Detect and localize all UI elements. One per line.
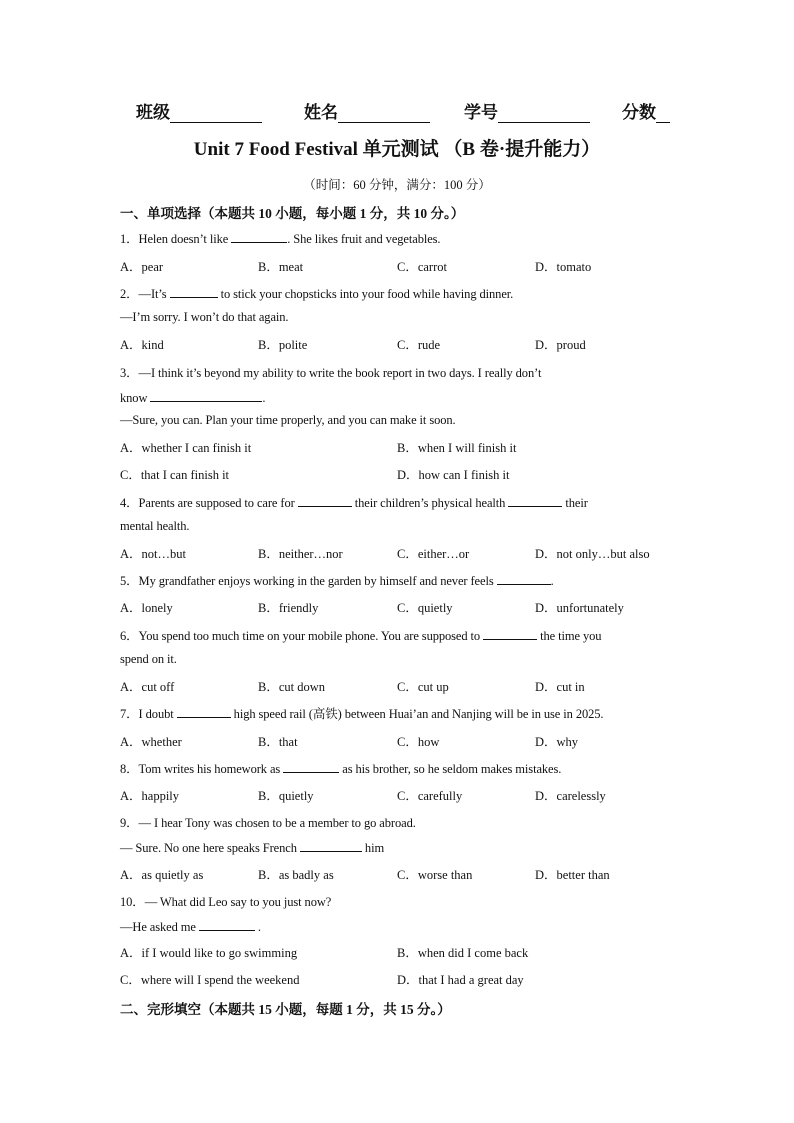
question-2-option-a[interactable]: A．kind bbox=[120, 338, 164, 352]
question-5-option-d[interactable]: D．unfortunately bbox=[535, 601, 624, 615]
question-4-line-2: mental health. bbox=[120, 519, 190, 533]
question-4-option-a[interactable]: A．not…but bbox=[120, 547, 186, 561]
student-id-label: 学号 bbox=[464, 103, 498, 122]
answer-blank bbox=[231, 230, 287, 243]
question-1-option-b[interactable]: B．meat bbox=[258, 260, 304, 274]
question-7-option-a[interactable]: A．whether bbox=[120, 735, 182, 749]
answer-blank bbox=[300, 839, 362, 852]
question-5-option-c[interactable]: C．quietly bbox=[397, 601, 453, 615]
question-2-line-1: 2．—It’s to stick your chopsticks into your food while having dinner. bbox=[120, 287, 514, 301]
question-3-option-d[interactable]: D．how can I finish it bbox=[397, 468, 510, 482]
exam-subtitle: （时间：60 分钟，满分：100 分） bbox=[303, 178, 491, 192]
question-5-option-b[interactable]: B．friendly bbox=[258, 601, 319, 615]
question-9-option-c[interactable]: C．worse than bbox=[397, 868, 473, 882]
answer-blank bbox=[150, 389, 262, 402]
score-blank[interactable] bbox=[656, 105, 670, 123]
name-field bbox=[304, 98, 430, 123]
question-2-line-2: —I’m sorry. I won’t do that again. bbox=[120, 310, 289, 324]
question-3-line-1: 3．—I think it’s beyond my ability to write the book report in two days. I really don’t bbox=[120, 366, 542, 380]
score-field bbox=[622, 98, 670, 123]
question-10-option-a[interactable]: A．if I would like to go swimming bbox=[120, 946, 298, 960]
section-heading-multiple-choice: 一、单项选择（本题共 10 小题，每小题 1 分，共 10 分。） bbox=[120, 206, 465, 221]
question-3-option-a[interactable]: A．whether I can finish it bbox=[120, 441, 252, 455]
question-6-option-a[interactable]: A．cut off bbox=[120, 680, 175, 694]
score-label: 分数 bbox=[622, 103, 656, 122]
question-2-option-b[interactable]: B．polite bbox=[258, 338, 308, 352]
question-5-option-a[interactable]: A．lonely bbox=[120, 601, 173, 615]
answer-blank bbox=[177, 705, 231, 718]
question-3-option-b[interactable]: B．when I will finish it bbox=[397, 441, 517, 455]
question-7-option-d[interactable]: D．why bbox=[535, 735, 579, 749]
question-6-line-1: 6．You spend too much time on your mobile phone. You are supposed to the time you bbox=[120, 629, 602, 643]
question-9-option-b[interactable]: B．as badly as bbox=[258, 868, 334, 882]
class-label: 班级 bbox=[136, 103, 170, 122]
name-label: 姓名 bbox=[304, 103, 338, 122]
question-10-line-1: 10．— What did Leo say to you just now? bbox=[120, 895, 332, 909]
question-3-option-c[interactable]: C．that I can finish it bbox=[120, 468, 230, 482]
question-8-option-c[interactable]: C．carefully bbox=[397, 789, 463, 803]
class-field bbox=[136, 98, 262, 123]
question-8-option-b[interactable]: B．quietly bbox=[258, 789, 314, 803]
question-1-option-c[interactable]: C．carrot bbox=[397, 260, 447, 274]
question-8-option-a[interactable]: A．happily bbox=[120, 789, 180, 803]
answer-blank bbox=[283, 760, 339, 773]
section-heading-cloze: 二、完形填空（本题共 15 小题，每题 1 分，共 15 分。） bbox=[120, 1002, 451, 1017]
answer-blank bbox=[199, 918, 255, 931]
answer-blank bbox=[508, 494, 562, 507]
question-6-option-c[interactable]: C．cut up bbox=[397, 680, 449, 694]
question-10-line-2: —He asked me . bbox=[120, 920, 261, 934]
question-1-option-d[interactable]: D．tomato bbox=[535, 260, 592, 274]
question-2-option-d[interactable]: D．proud bbox=[535, 338, 586, 352]
question-9-option-a[interactable]: A．as quietly as bbox=[120, 868, 204, 882]
question-9-option-d[interactable]: D．better than bbox=[535, 868, 610, 882]
question-10-option-d[interactable]: D．that I had a great day bbox=[397, 973, 524, 987]
answer-blank bbox=[483, 627, 537, 640]
question-1-line-1: 1．Helen doesn’t like . She likes fruit and vegetables. bbox=[120, 232, 441, 246]
exam-title: Unit 7 Food Festival 单元测试 （B 卷·提升能力） bbox=[193, 139, 601, 160]
question-8-line-1: 8．Tom writes his homework as as his brother, so he seldom makes mistakes. bbox=[120, 762, 562, 776]
student-info-row bbox=[0, 98, 794, 122]
question-7-option-b[interactable]: B．that bbox=[258, 735, 298, 749]
question-4-option-c[interactable]: C．either…or bbox=[397, 547, 470, 561]
question-6-line-2: spend on it. bbox=[120, 652, 177, 666]
student-id-field bbox=[464, 98, 590, 123]
question-3-line-2: know . bbox=[120, 391, 266, 405]
answer-blank bbox=[170, 285, 218, 298]
student-id-blank[interactable] bbox=[498, 105, 590, 123]
question-10-option-c[interactable]: C．where will I spend the weekend bbox=[120, 973, 300, 987]
question-6-option-d[interactable]: D．cut in bbox=[535, 680, 585, 694]
question-9-line-1: 9．— I hear Tony was chosen to be a member to go abroad. bbox=[120, 816, 416, 830]
question-4-line-1: 4．Parents are supposed to care for their children’s physical health their bbox=[120, 496, 588, 510]
question-4-option-d[interactable]: D．not only…but also bbox=[535, 547, 650, 561]
question-1-option-a[interactable]: A．pear bbox=[120, 260, 164, 274]
question-3-line-3: —Sure, you can. Plan your time properly, and you can make it soon. bbox=[120, 413, 456, 427]
class-blank[interactable] bbox=[170, 105, 262, 123]
question-10-option-b[interactable]: B．when did I come back bbox=[397, 946, 529, 960]
name-blank[interactable] bbox=[338, 105, 430, 123]
question-7-option-c[interactable]: C．how bbox=[397, 735, 440, 749]
question-9-line-2: — Sure. No one here speaks French him bbox=[120, 841, 385, 855]
question-2-option-c[interactable]: C．rude bbox=[397, 338, 441, 352]
question-6-option-b[interactable]: B．cut down bbox=[258, 680, 326, 694]
question-5-line-1: 5．My grandfather enjoys working in the garden by himself and never feels . bbox=[120, 574, 554, 588]
answer-blank bbox=[497, 572, 551, 585]
answer-blank bbox=[298, 494, 352, 507]
question-7-line-1: 7．I doubt high speed rail (高铁) between Huai’an and Nanjing will be in use in 2025. bbox=[120, 707, 604, 721]
question-4-option-b[interactable]: B．neither…nor bbox=[258, 547, 343, 561]
question-8-option-d[interactable]: D．carelessly bbox=[535, 789, 606, 803]
